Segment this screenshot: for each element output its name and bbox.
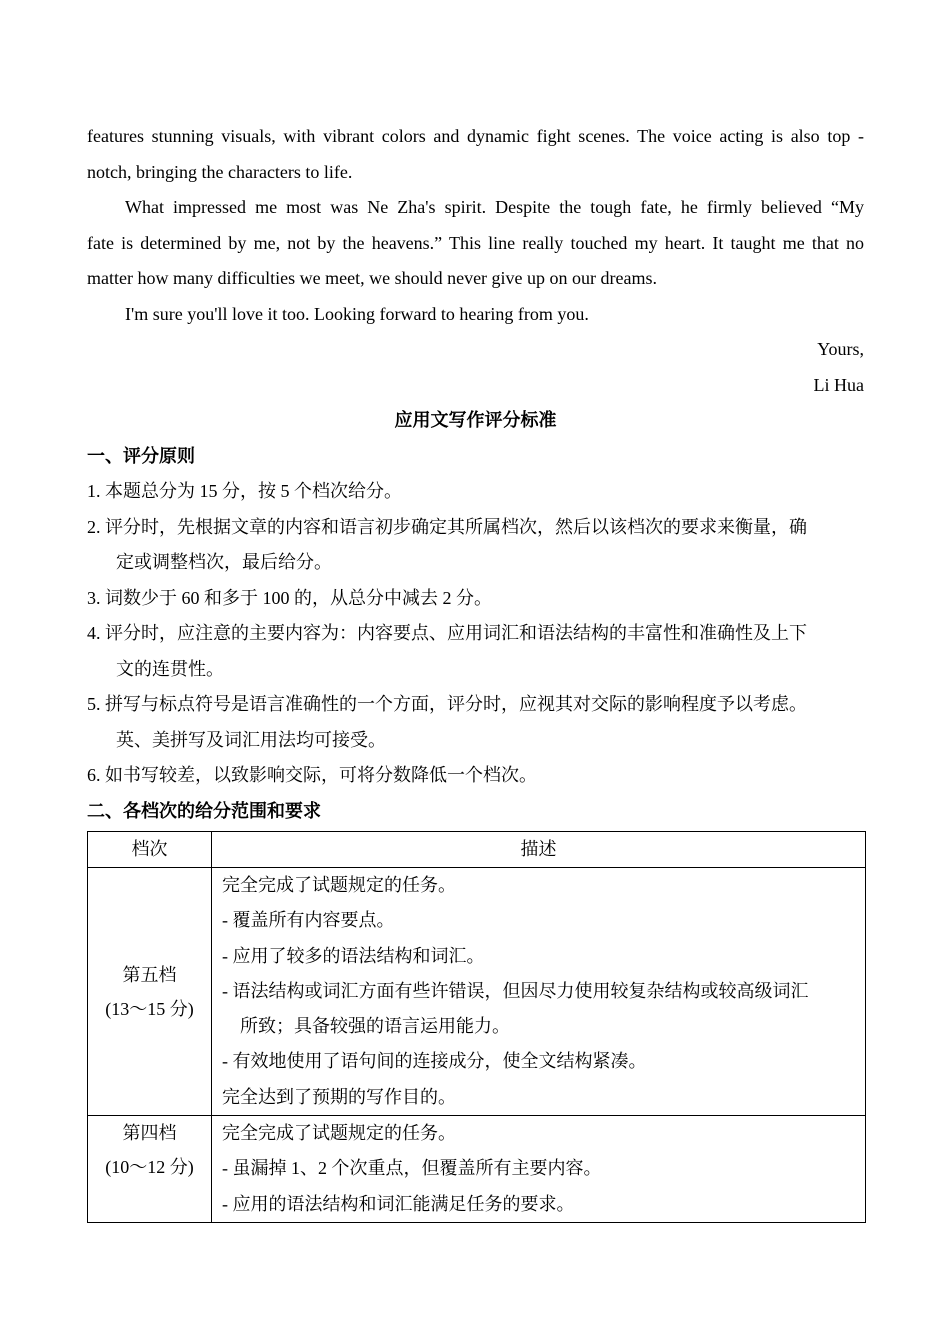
description-cell <box>212 1116 866 1223</box>
text-line: features stunning visuals, with vibrant colors and dynamic fight scenes. The voice acting is also top - <box>87 126 864 146</box>
level-range: (13～15 分) <box>105 998 194 1019</box>
rule-item: 3. 词数少于 60 和多于 100 的，从总分中减去 2 分。 <box>87 587 492 608</box>
rule-item: 4. 评分时，应注意的主要内容为：内容要点、应用词汇和语法结构的丰富性和准确性及上下 <box>87 623 807 643</box>
description-line: 完全完成了试题规定的任务。 <box>222 1123 456 1144</box>
description-line: - 虽漏掉 1、2 个次重点，但覆盖所有主要内容。 <box>222 1158 602 1179</box>
section-heading-principles: 一、评分原则 <box>87 445 195 466</box>
table-header-level: 档次 <box>88 832 212 868</box>
rule-item-continuation: 文的连贯性。 <box>116 658 224 679</box>
level-range: (10～12 分) <box>105 1157 194 1178</box>
description-line: - 应用了较多的语法结构和词汇。 <box>222 945 485 966</box>
rule-item-continuation: 定或调整档次，最后给分。 <box>116 552 332 572</box>
description-line: - 覆盖所有内容要点。 <box>222 910 395 931</box>
description-line: 完全完成了试题规定的任务。 <box>222 875 456 895</box>
letter-paragraph-1 <box>87 119 864 190</box>
letter-paragraph-3: I'm sure you'll love it too. Looking forward to hearing from you. <box>125 303 589 324</box>
level-cell <box>88 1116 212 1223</box>
level-name: 第四档 <box>122 1123 177 1144</box>
table-header-description: 描述 <box>212 832 866 868</box>
letter-signature: Li Hua <box>813 374 864 395</box>
description-line-continuation: 所致；具备较强的语言运用能力。 <box>240 1016 510 1037</box>
level-cell <box>88 868 212 1116</box>
description-cell <box>212 868 866 1116</box>
description-line: - 语法结构或词汇方面有些许错误，但因尽力使用较复杂结构或较高级词汇 <box>222 980 809 1001</box>
letter-closing: Yours, <box>817 339 864 359</box>
rule-item-continuation: 英、美拼写及词汇用法均可接受。 <box>116 729 386 750</box>
rule-item: 6. 如书写较差，以致影响交际，可将分数降低一个档次。 <box>87 765 537 785</box>
rubric-title: 应用文写作评分标准 <box>394 410 557 430</box>
text-line: What impressed me most was Ne Zha's spirit. Despite the tough fate, he firmly believed “My <box>125 197 864 217</box>
description-line: - 应用的语法结构和词汇能满足任务的要求。 <box>222 1193 575 1214</box>
table-row <box>88 1116 866 1223</box>
rule-item: 5. 拼写与标点符号是语言准确性的一个方面，评分时，应视其对交际的影响程度予以考虑。 <box>87 694 807 714</box>
description-line: - 有效地使用了语句间的连接成分，使全文结构紧凑。 <box>222 1051 647 1072</box>
grading-table <box>87 831 866 1223</box>
letter-paragraph-2 <box>87 190 864 297</box>
table-header-row <box>88 832 866 868</box>
text-line: notch, bringing the characters to life. <box>87 161 353 182</box>
rule-item: 1. 本题总分为 15 分，按 5 个档次给分。 <box>87 481 402 501</box>
section-heading-levels: 二、各档次的给分范围和要求 <box>87 800 321 821</box>
level-name: 第五档 <box>122 964 177 985</box>
rule-list <box>87 474 864 794</box>
text-line: matter how many difficulties we meet, we should never give up on our dreams. <box>87 268 658 288</box>
page-content <box>87 119 864 1223</box>
text-line: fate is determined by me, not by the heavens.” This line really touched my heart. It taught me that no <box>87 232 864 253</box>
table-row <box>88 868 866 1116</box>
rule-item: 2. 评分时，先根据文章的内容和语言初步确定其所属档次，然后以该档次的要求来衡量，确 <box>87 516 807 537</box>
description-line: 完全达到了预期的写作目的。 <box>222 1086 456 1107</box>
